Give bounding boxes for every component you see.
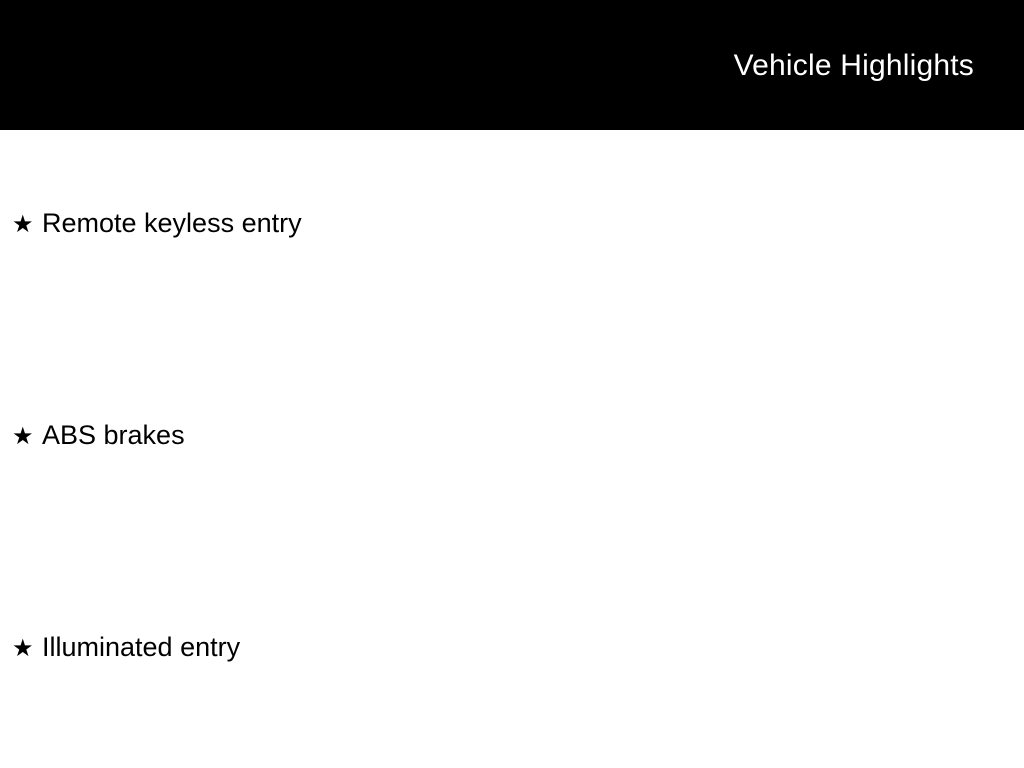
list-item-label: ABS brakes	[42, 420, 185, 450]
highlights-list	[0, 130, 1024, 766]
list-item	[0, 342, 1024, 554]
star-bullet-icon: ★	[12, 211, 34, 238]
page-title: Vehicle Highlights	[733, 48, 974, 82]
list-item	[0, 130, 1024, 342]
slide-body	[0, 130, 1024, 768]
slide-header	[0, 0, 1024, 130]
star-bullet-icon: ★	[12, 635, 34, 662]
list-item-label: Remote keyless entry	[42, 208, 302, 238]
list-item	[0, 554, 1024, 766]
star-bullet-icon: ★	[12, 423, 34, 450]
list-item-label: Illuminated entry	[42, 632, 241, 662]
